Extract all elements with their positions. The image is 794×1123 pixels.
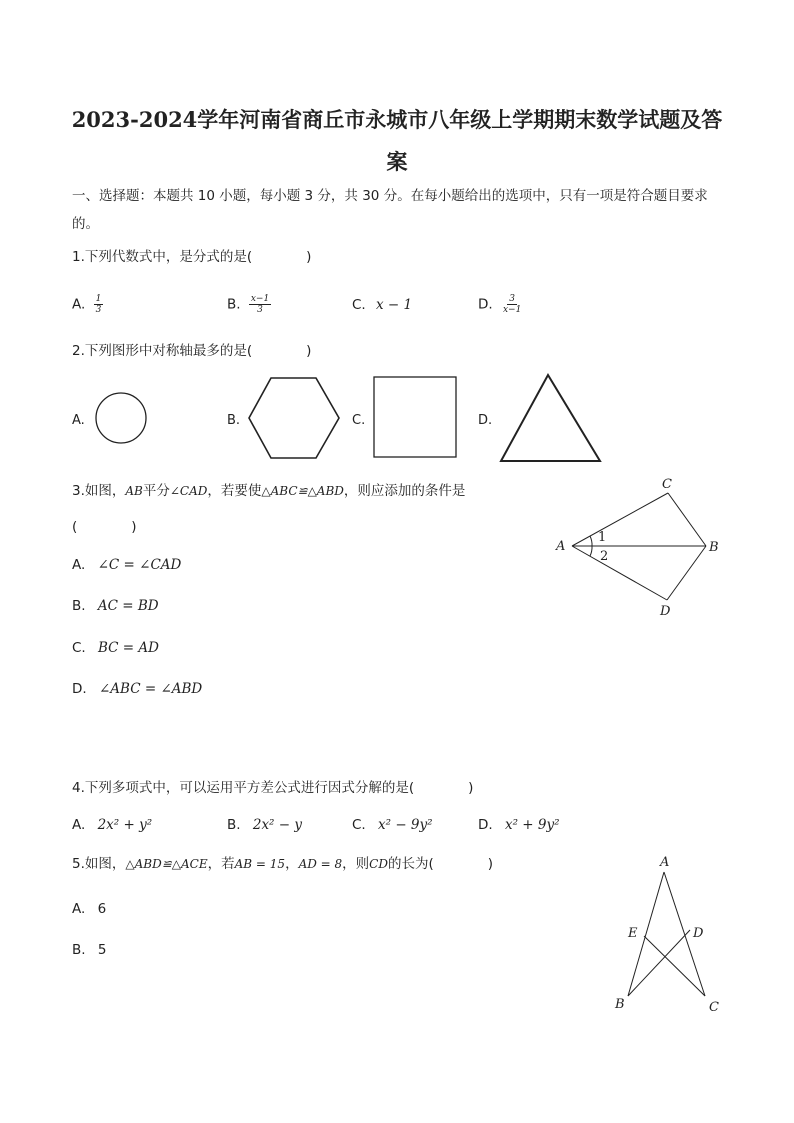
q3-option-b[interactable] [72,597,159,615]
angle2-label: 2 [600,549,609,564]
segment-db [667,546,706,600]
option-expr: ∠C = ∠CAD [97,557,182,573]
q4-option-b[interactable] [227,816,302,834]
option-label: A. [72,296,86,313]
option-label: D. [478,817,493,833]
q2-option-d-label[interactable]: D. [478,413,493,428]
q4-option-c[interactable] [352,816,433,834]
option-label: D. [478,296,493,313]
option-expr: x² − 9y² [378,817,433,833]
option-expr: 2x² − y [252,817,302,833]
point-c-label: C [709,1000,719,1015]
option-expr: 2x² + y² [97,817,153,833]
option-expr: x − 1 [376,297,413,313]
q3-option-a[interactable] [72,556,181,574]
q4-option-d[interactable] [478,816,560,834]
q4-option-a[interactable] [72,816,152,834]
angle1-arc [590,536,592,546]
option-expr: x² + 9y² [504,817,560,833]
circle-shape [96,393,146,443]
q2-option-b-label[interactable]: B. [227,413,241,428]
option-label: C. [72,640,86,656]
option-label: A. [72,901,86,917]
q5-figure [605,850,735,1020]
q4-stem: 4.下列多项式中，可以运用平方差公式进行因式分解的是( ) [72,780,474,796]
point-c-label: C [662,477,672,492]
q2-stem: 2.下列图形中对称轴最多的是( ) [72,343,312,359]
q5-stem: 5.如图，△ABD≌△ACE，若AB = 15，AD = 8，则CD的长为( ) [72,856,494,872]
option-label: D. [72,681,87,697]
q2-option-c-label[interactable]: C. [352,413,366,428]
point-b-label: B [615,997,625,1012]
point-d-label: D [660,604,671,619]
option-label: B. [227,296,241,313]
option-value: 6 [97,901,107,917]
option-label: C. [352,297,366,313]
triangle-shape [501,375,600,461]
fraction: $\frac{x-1}{3}$ [250,294,270,315]
option-label: A. [72,817,86,833]
option-label: B. [227,817,241,833]
q2-shapes [0,0,794,480]
hexagon-shape [249,378,339,458]
angle1-label: 1 [598,530,607,545]
option-expr: AC = BD [97,598,159,614]
q2-option-a-label[interactable]: A. [72,413,85,428]
point-e-label: E [628,926,638,941]
fraction: $\frac{1}{3}$ [95,294,102,315]
q1-stem: 1.下列代数式中，是分式的是( ) [72,249,312,265]
point-a-label: A [660,855,670,870]
option-label: C. [352,817,366,833]
q3-option-d[interactable] [72,680,202,698]
page-title-line2: 案 [386,149,408,174]
q3-stem: 3.如图，AB平分∠CAD，若要使△ABC≌△ABD，则应添加的条件是 [72,483,466,499]
option-label: A. [72,557,86,573]
point-a-label: A [556,539,566,554]
option-expr: ∠ABC = ∠ABD [98,681,203,697]
point-d-label: D [693,926,704,941]
q5-option-a[interactable] [72,900,106,918]
q5-option-b[interactable] [72,941,106,959]
segment-ac [572,493,668,546]
q3-option-c[interactable] [72,639,159,657]
option-label: B. [72,942,86,958]
square-shape [374,377,456,457]
option-value: 5 [97,942,107,958]
q3-answer-paren: ( ) [72,519,137,535]
section-heading-line2: 的。 [72,216,99,232]
segment-ce [644,936,705,996]
segment-cb [668,493,706,546]
option-expr: BC = AD [98,640,159,656]
segment-ad [572,546,667,600]
point-b-label: B [709,540,719,555]
angle2-arc [590,546,592,556]
section-heading: 一、选择题：本题共 10 小题，每小题 3 分，共 30 分。在每小题给出的选项中，只有一项是符合题目要求 [72,188,708,204]
option-label: B. [72,598,86,614]
fraction: $\frac{3}{x-1}$ [502,294,522,315]
page-title: 2023-2024学年河南省商丘市永城市八年级上学期期末数学试题及答 [71,107,723,132]
q3-figure [540,470,730,620]
